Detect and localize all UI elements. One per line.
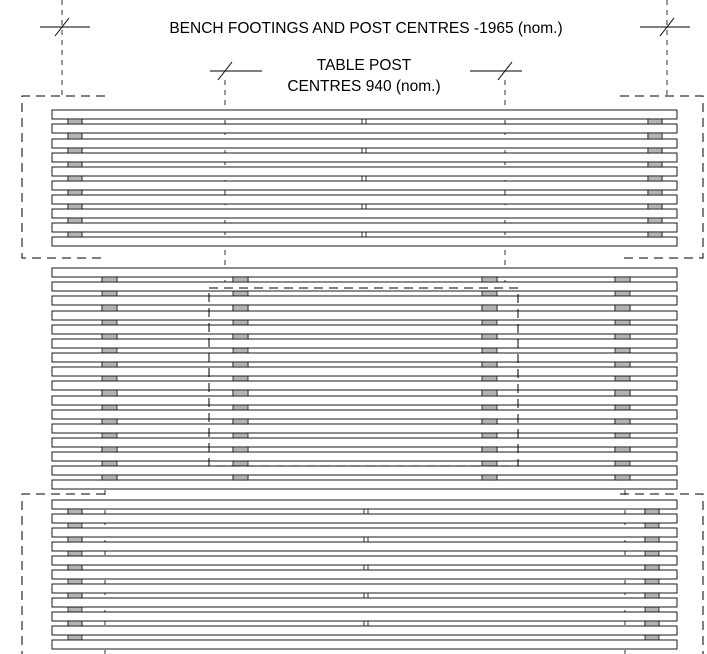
bottom-bench (22, 494, 703, 654)
bench-dimension (40, 18, 690, 37)
table-dimension-label-line2: CENTRES 940 (nom.) (287, 78, 441, 95)
bench-slat (52, 598, 677, 607)
bench-slat (52, 556, 677, 565)
bench-slat (52, 153, 677, 162)
bench-slat (52, 584, 677, 593)
left-footing-outline (22, 96, 105, 258)
top-bench (22, 96, 703, 258)
table-slat (52, 466, 677, 475)
bench-slat (52, 528, 677, 537)
bench-slat (52, 223, 677, 232)
table-slat (52, 311, 677, 320)
table-slat (52, 353, 677, 362)
bench-slat (52, 167, 677, 176)
table-slat (52, 296, 677, 305)
bench-slat (52, 195, 677, 204)
bench-slat (52, 500, 677, 509)
bench-slat (52, 514, 677, 523)
table (52, 268, 677, 489)
table-slat (52, 282, 677, 291)
table-slat (52, 268, 677, 277)
bench-slat (52, 570, 677, 579)
table-slat (52, 452, 677, 461)
bench-slat (52, 139, 677, 148)
bench-slat (52, 209, 677, 218)
bench-slat (52, 542, 677, 551)
table-dimension (210, 57, 522, 95)
table-dimension-label-line1: TABLE POST (316, 57, 412, 74)
table-slat (52, 325, 677, 334)
bench-slat (52, 640, 677, 649)
bench-slat (52, 124, 677, 133)
table-slat (52, 438, 677, 447)
table-slat (52, 396, 677, 405)
table-slat (52, 480, 677, 489)
bench-slat (52, 110, 677, 119)
table-slat (52, 381, 677, 390)
bench-slat (52, 612, 677, 621)
table-slat (52, 410, 677, 419)
table-slat (52, 424, 677, 433)
bench-dimension-label: BENCH FOOTINGS AND POST CENTRES -1965 (nom.) (169, 20, 563, 37)
table-slat (52, 367, 677, 376)
table-slat (52, 339, 677, 348)
bench-slat (52, 237, 677, 246)
bench-slat (52, 626, 677, 635)
bench-slat (52, 181, 677, 190)
